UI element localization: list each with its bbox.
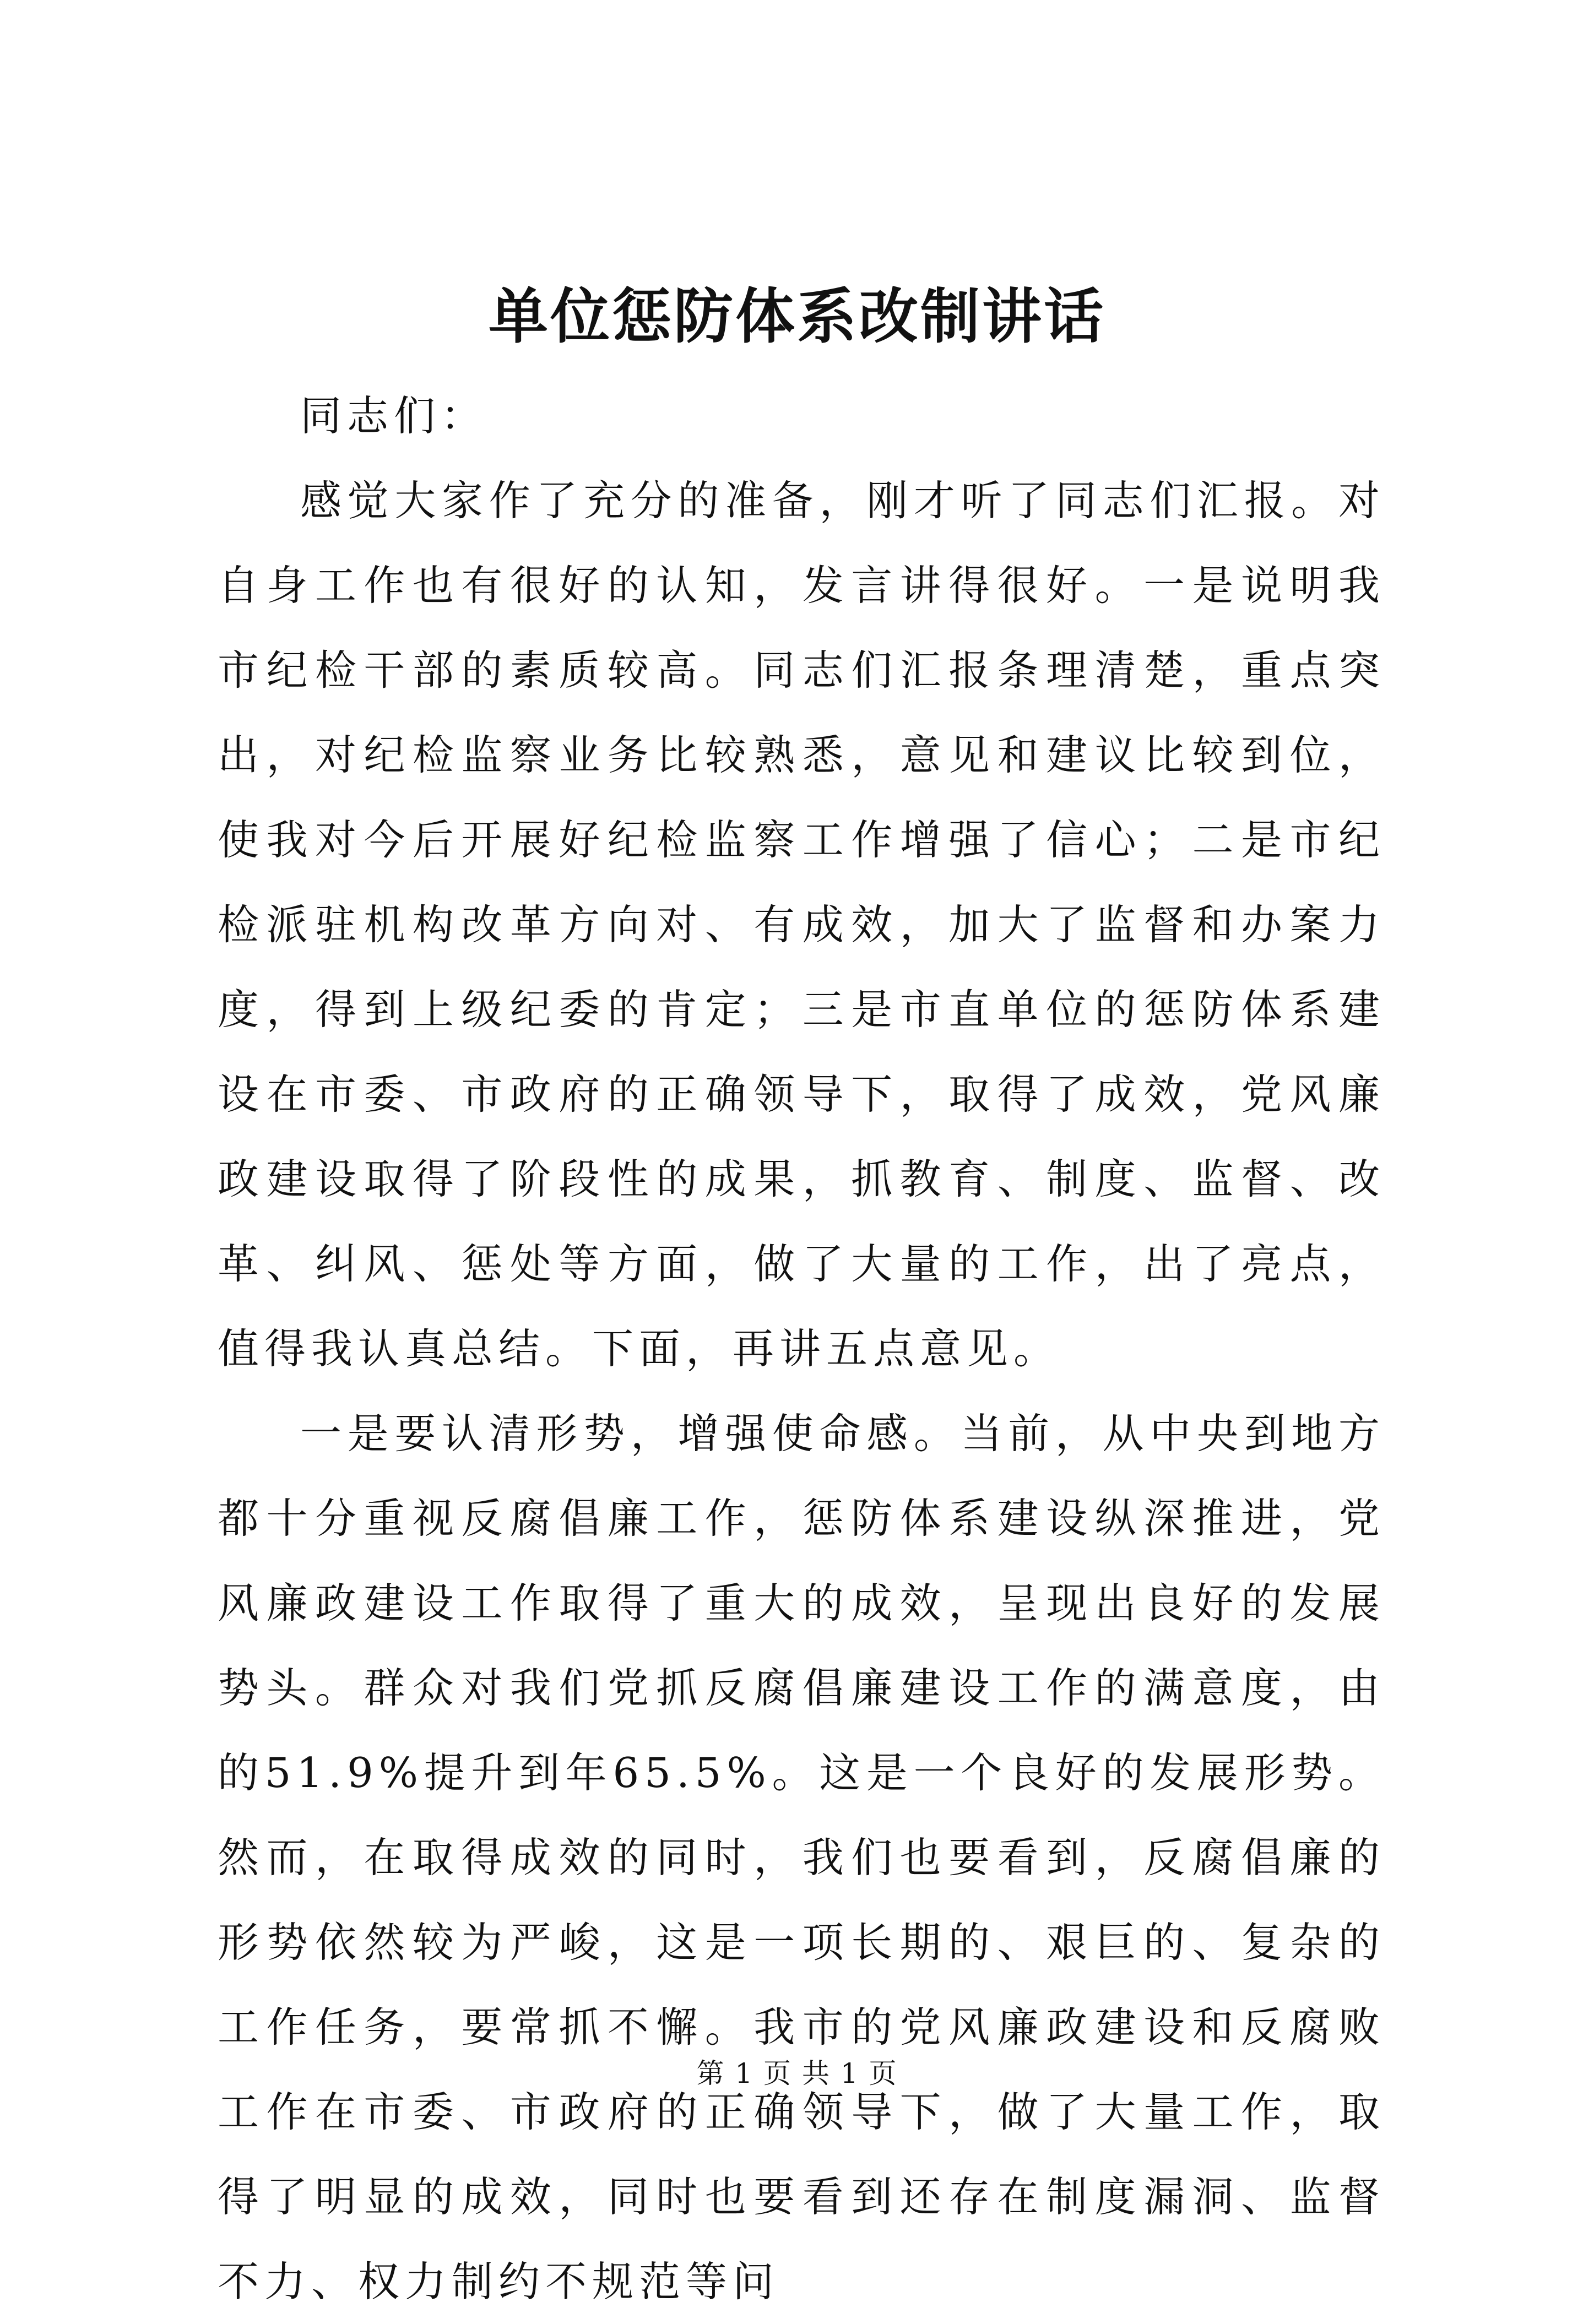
paragraph-2: 一是要认清形势，增强使命感。当前，从中央到地方都十分重视反腐倡廉工作，惩防体系建设纵深推进，党风廉政建设工作取得了重大的成效，呈现出良好的发展势头。群众对我们党抓反腐倡廉建设工作的满意度，由的51.9%提升到年65.5%。这是一个良好的发展形势。然而，在取得成效的同时，我们也要看到，反腐倡廉的形势依然较为严峻，这是一项长期的、艰巨的、复杂的工作任务，要常抓不懈。我市的党风廉政建设和反腐败工作在市委、市政府的正确领导下，做了大量工作，取得了明显的成效，同时也要看到还存在制度漏洞、监督不力、权力制约不规范等问 <box>218 1409 1385 2306</box>
page-footer: 第 1 页 共 1 页 <box>696 2057 898 2089</box>
salutation: 同志们： <box>300 392 488 440</box>
document-title: 单位惩防体系改制讲话 <box>488 282 1105 351</box>
paragraph-1: 感觉大家作了充分的准备，刚才听了同志们汇报。对自身工作也有很好的认知，发言讲得很好。一是说明我市纪检干部的素质较高。同志们汇报条理清楚，重点突出，对纪检监察业务比较熟悉，意见和建议比较到位，使我对今后开展好纪检监察工作增强了信心；二是市纪检派驻机构改革方向对、有成效，加大了监督和办案力度，得到上级纪委的肯定；三是市直单位的惩防体系建设在市委、市政府的正确领导下，取得了成效，党风廉政建设取得了阶段性的成果，抓教育、制度、监督、改革、纠风、惩处等方面，做了大量的工作，出了亮点，值得我认真总结。下面，再讲五点意见。 <box>218 476 1385 1373</box>
document-body <box>218 373 1385 2324</box>
